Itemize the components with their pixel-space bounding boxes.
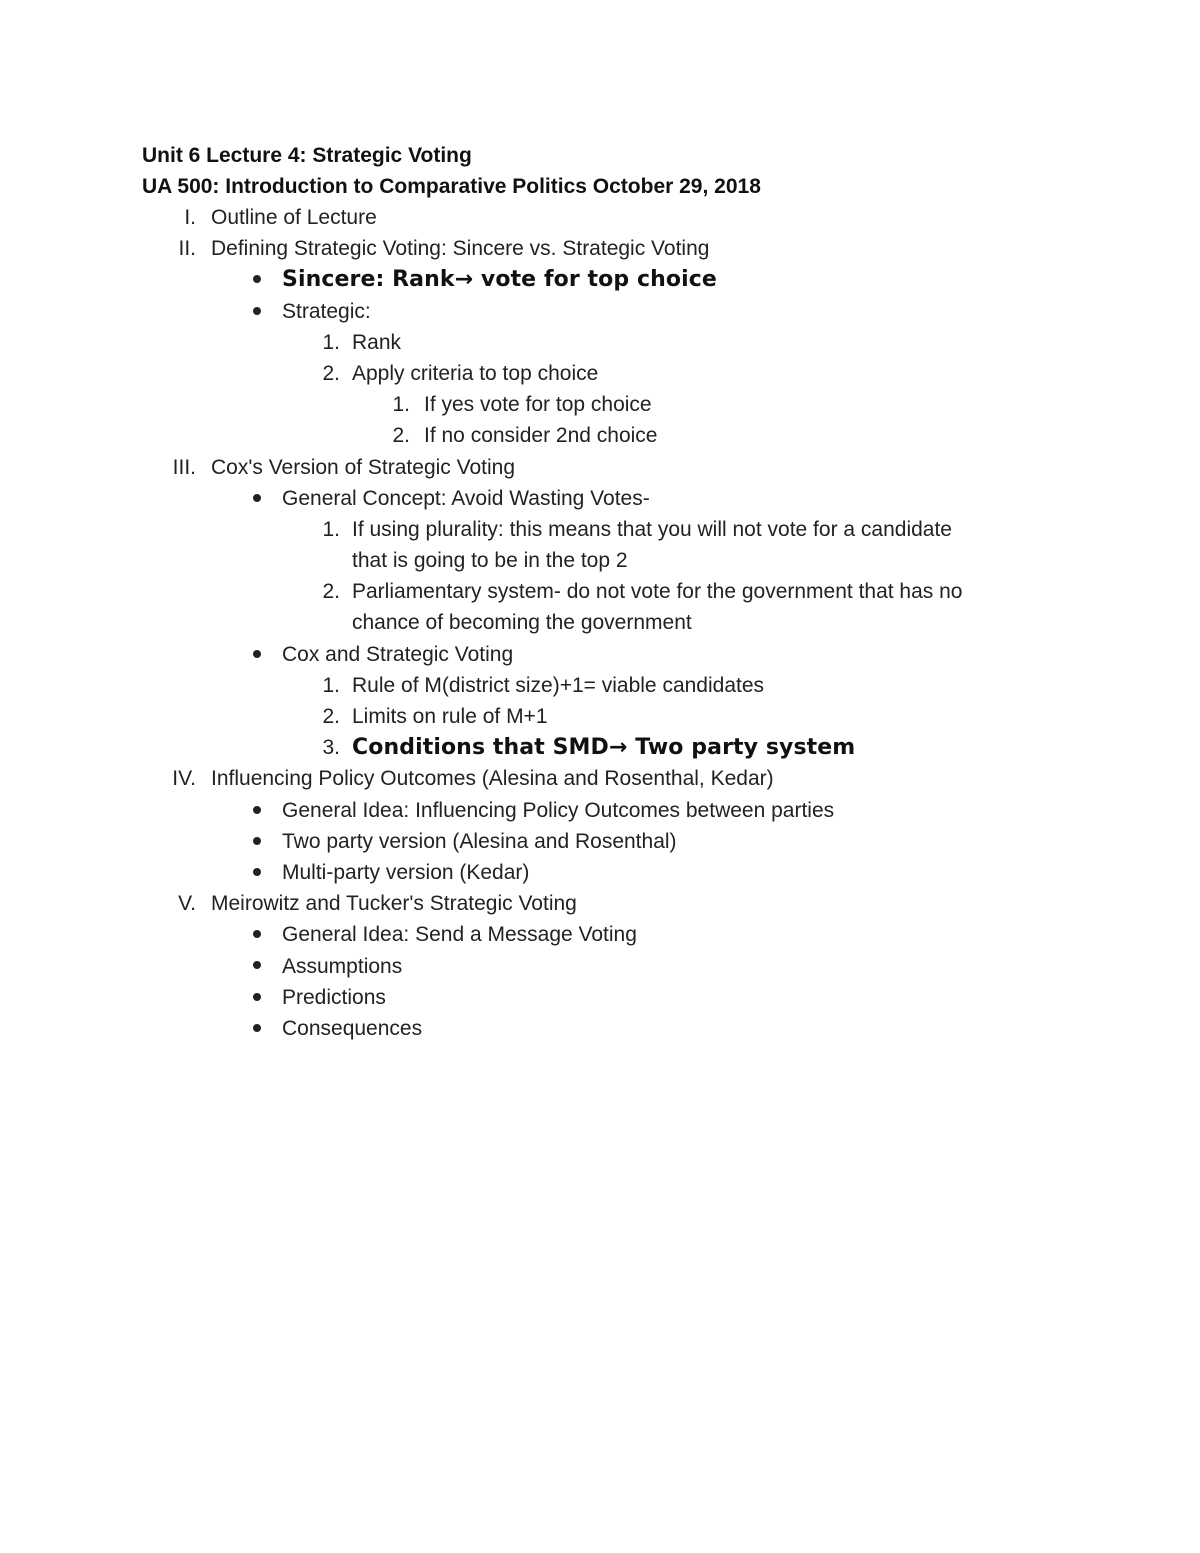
outline-text: Strategic: xyxy=(282,299,371,323)
outline-item xyxy=(0,202,1200,233)
outline-text: Influencing Policy Outcomes (Alesina and Rosenthal, Kedar) xyxy=(211,767,774,791)
lecture-outline xyxy=(0,202,1200,1044)
outline-item xyxy=(0,327,1200,358)
bullet-icon xyxy=(250,826,264,857)
outline-item xyxy=(0,1013,1200,1044)
list-number: 2. xyxy=(322,580,340,604)
outline-item xyxy=(0,576,1200,607)
outline-text: Cox and Strategic Voting xyxy=(282,642,514,666)
list-number: 3. xyxy=(322,736,340,760)
outline-text: Apply criteria to top choice xyxy=(352,361,599,385)
outline-item xyxy=(0,826,1200,857)
outline-item xyxy=(0,264,1200,295)
outline-item xyxy=(0,514,1200,545)
outline-text: Consequences xyxy=(282,1016,423,1040)
list-number: 1. xyxy=(392,393,410,417)
outline-item xyxy=(0,982,1200,1013)
outline-item xyxy=(0,483,1200,514)
list-number: 1. xyxy=(322,517,340,541)
outline-text: chance of becoming the government xyxy=(352,611,692,635)
list-number: 2. xyxy=(392,424,410,448)
outline-item xyxy=(0,857,1200,888)
outline-item xyxy=(0,701,1200,732)
outline-text: that is going to be in the top 2 xyxy=(352,549,628,573)
bullet-icon xyxy=(250,1013,264,1044)
bullet-icon xyxy=(250,483,264,514)
outline-text: Limits on rule of M+1 xyxy=(352,705,548,728)
outline-text: Meirowitz and Tucker's Strategic Voting xyxy=(211,892,577,916)
outline-text: Sincere: Rank→ vote for top choice xyxy=(282,267,717,293)
bullet-icon xyxy=(250,951,264,982)
bullet-icon xyxy=(250,264,264,295)
outline-item xyxy=(0,389,1200,420)
outline-text: General Idea: Influencing Policy Outcomes between parties xyxy=(282,798,835,822)
outline-text: General Idea: Send a Message Voting xyxy=(282,923,637,947)
outline-item xyxy=(0,795,1200,826)
outline-item xyxy=(0,420,1200,451)
bullet-icon xyxy=(250,982,264,1013)
outline-item-continuation xyxy=(0,545,1200,576)
outline-item xyxy=(0,888,1200,919)
lecture-title: Unit 6 Lecture 4: Strategic Voting xyxy=(142,144,472,167)
bullet-icon xyxy=(250,919,264,950)
outline-text: If using plurality: this means that you will not vote for a candidate xyxy=(352,517,952,541)
outline-text: Defining Strategic Voting: Sincere vs. Strategic Voting xyxy=(211,237,710,261)
outline-item xyxy=(0,358,1200,389)
bullet-icon xyxy=(250,857,264,888)
outline-item xyxy=(0,951,1200,982)
outline-text: Assumptions xyxy=(282,954,403,978)
outline-text: Outline of Lecture xyxy=(211,206,377,229)
outline-item xyxy=(0,639,1200,670)
outline-text: Rank xyxy=(352,330,402,354)
outline-text: General Concept: Avoid Wasting Votes- xyxy=(282,486,650,510)
list-number: 1. xyxy=(322,673,340,697)
outline-item xyxy=(0,763,1200,794)
outline-text: If no consider 2nd choice xyxy=(424,424,658,448)
outline-text: Two party version (Alesina and Rosenthal) xyxy=(282,829,677,853)
roman-numeral: II. xyxy=(178,237,196,261)
outline-item xyxy=(0,670,1200,701)
outline-text: If yes vote for top choice xyxy=(424,393,652,417)
outline-text: Rule of M(district size)+1= viable candidates xyxy=(352,673,765,697)
list-number: 2. xyxy=(322,361,340,385)
roman-numeral: V. xyxy=(178,892,196,916)
roman-numeral: III. xyxy=(172,455,196,479)
bullet-icon xyxy=(250,296,264,327)
outline-item-continuation xyxy=(0,607,1200,638)
outline-item xyxy=(0,233,1200,264)
outline-text: Cox's Version of Strategic Voting xyxy=(211,455,516,479)
outline-text: Multi-party version (Kedar) xyxy=(282,860,530,884)
outline-item xyxy=(0,919,1200,950)
roman-numeral: I. xyxy=(184,206,196,229)
bullet-icon xyxy=(250,639,264,670)
roman-numeral: IV. xyxy=(172,767,196,791)
list-number: 1. xyxy=(322,330,340,354)
outline-text: Parliamentary system- do not vote for the government that has no xyxy=(352,580,963,604)
outline-text: Conditions that SMD→ Two party system xyxy=(352,735,856,761)
outline-item xyxy=(0,296,1200,327)
course-title: UA 500: Introduction to Comparative Politics October 29, 2018 xyxy=(142,175,761,198)
outline-text: Predictions xyxy=(282,985,386,1009)
outline-item xyxy=(0,732,1200,763)
bullet-icon xyxy=(250,795,264,826)
outline-item xyxy=(0,452,1200,483)
list-number: 2. xyxy=(322,705,340,728)
